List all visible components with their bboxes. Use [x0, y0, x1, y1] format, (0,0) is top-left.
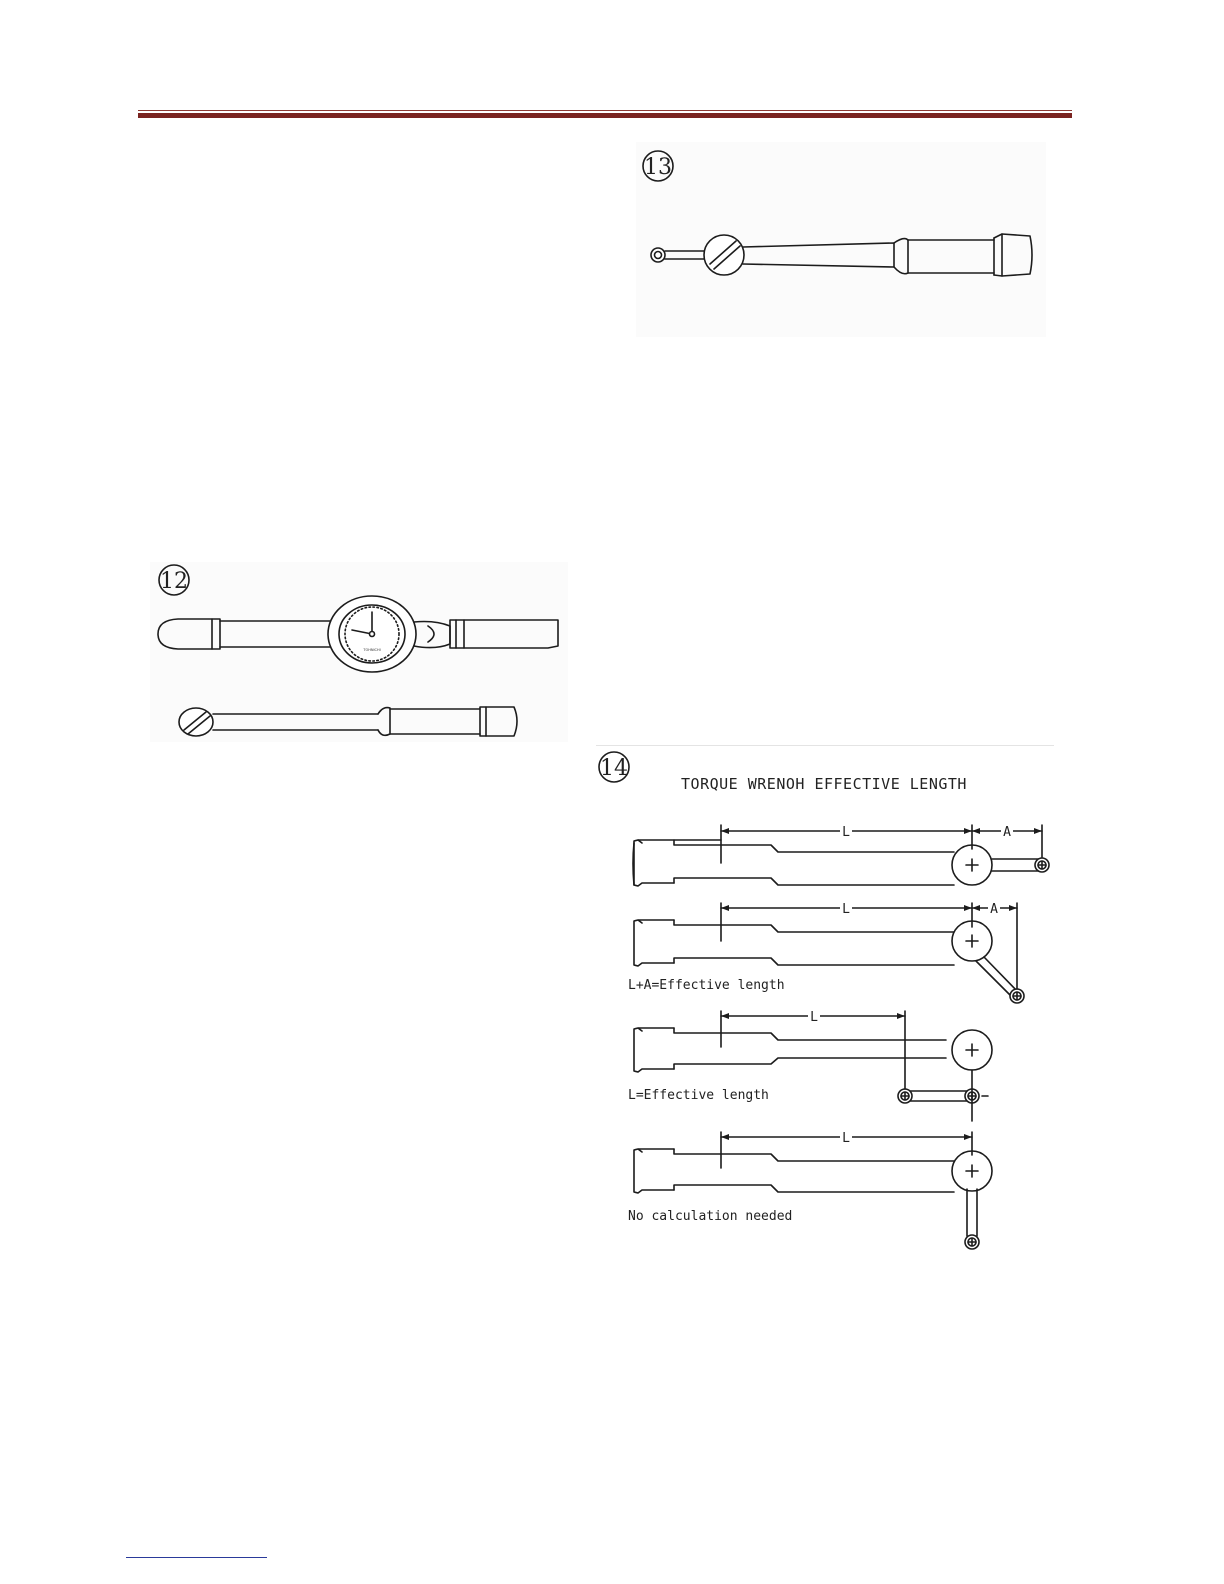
header-rule-thick — [138, 113, 1072, 118]
dim-a-row-1: A — [1003, 825, 1011, 840]
figure-14-drawing — [596, 745, 1056, 1260]
caption-effective-l-plus-a: L+A=Effective length — [628, 978, 785, 993]
figure-12-label: 12 — [160, 569, 188, 594]
footer-rule — [126, 1557, 267, 1558]
figure-12-drawing — [150, 562, 568, 742]
dim-l-row-3: L — [810, 1010, 818, 1025]
figure-13 — [636, 142, 1046, 337]
figure-14-label: 14 — [600, 756, 628, 781]
caption-effective-l: L=Effective length — [628, 1088, 769, 1103]
dial-mark-text: TOHNICHI — [363, 648, 381, 652]
figure-13-drawing — [636, 142, 1046, 337]
figure-13-label: 13 — [644, 155, 672, 180]
dim-a-row-2: A — [990, 902, 998, 917]
figure-14 — [596, 745, 1056, 1260]
diagram-row-4 — [628, 1130, 992, 1249]
caption-no-calculation: No calculation needed — [628, 1209, 793, 1224]
dim-l-row-4: L — [842, 1131, 850, 1146]
figure-12 — [150, 562, 568, 742]
diagram-row-1 — [633, 824, 1049, 886]
diagram-row-3 — [628, 1009, 992, 1121]
figure-14-top-rule — [596, 745, 1054, 746]
diagram-row-2 — [628, 901, 1024, 1003]
dim-l-row-1: L — [842, 825, 850, 840]
figure-14-title: TORQUE WRENOH EFFECTIVE LENGTH — [681, 775, 967, 793]
dim-l-row-2: L — [842, 902, 850, 917]
header-rule — [138, 110, 1072, 119]
header-rule-thin — [138, 110, 1072, 111]
